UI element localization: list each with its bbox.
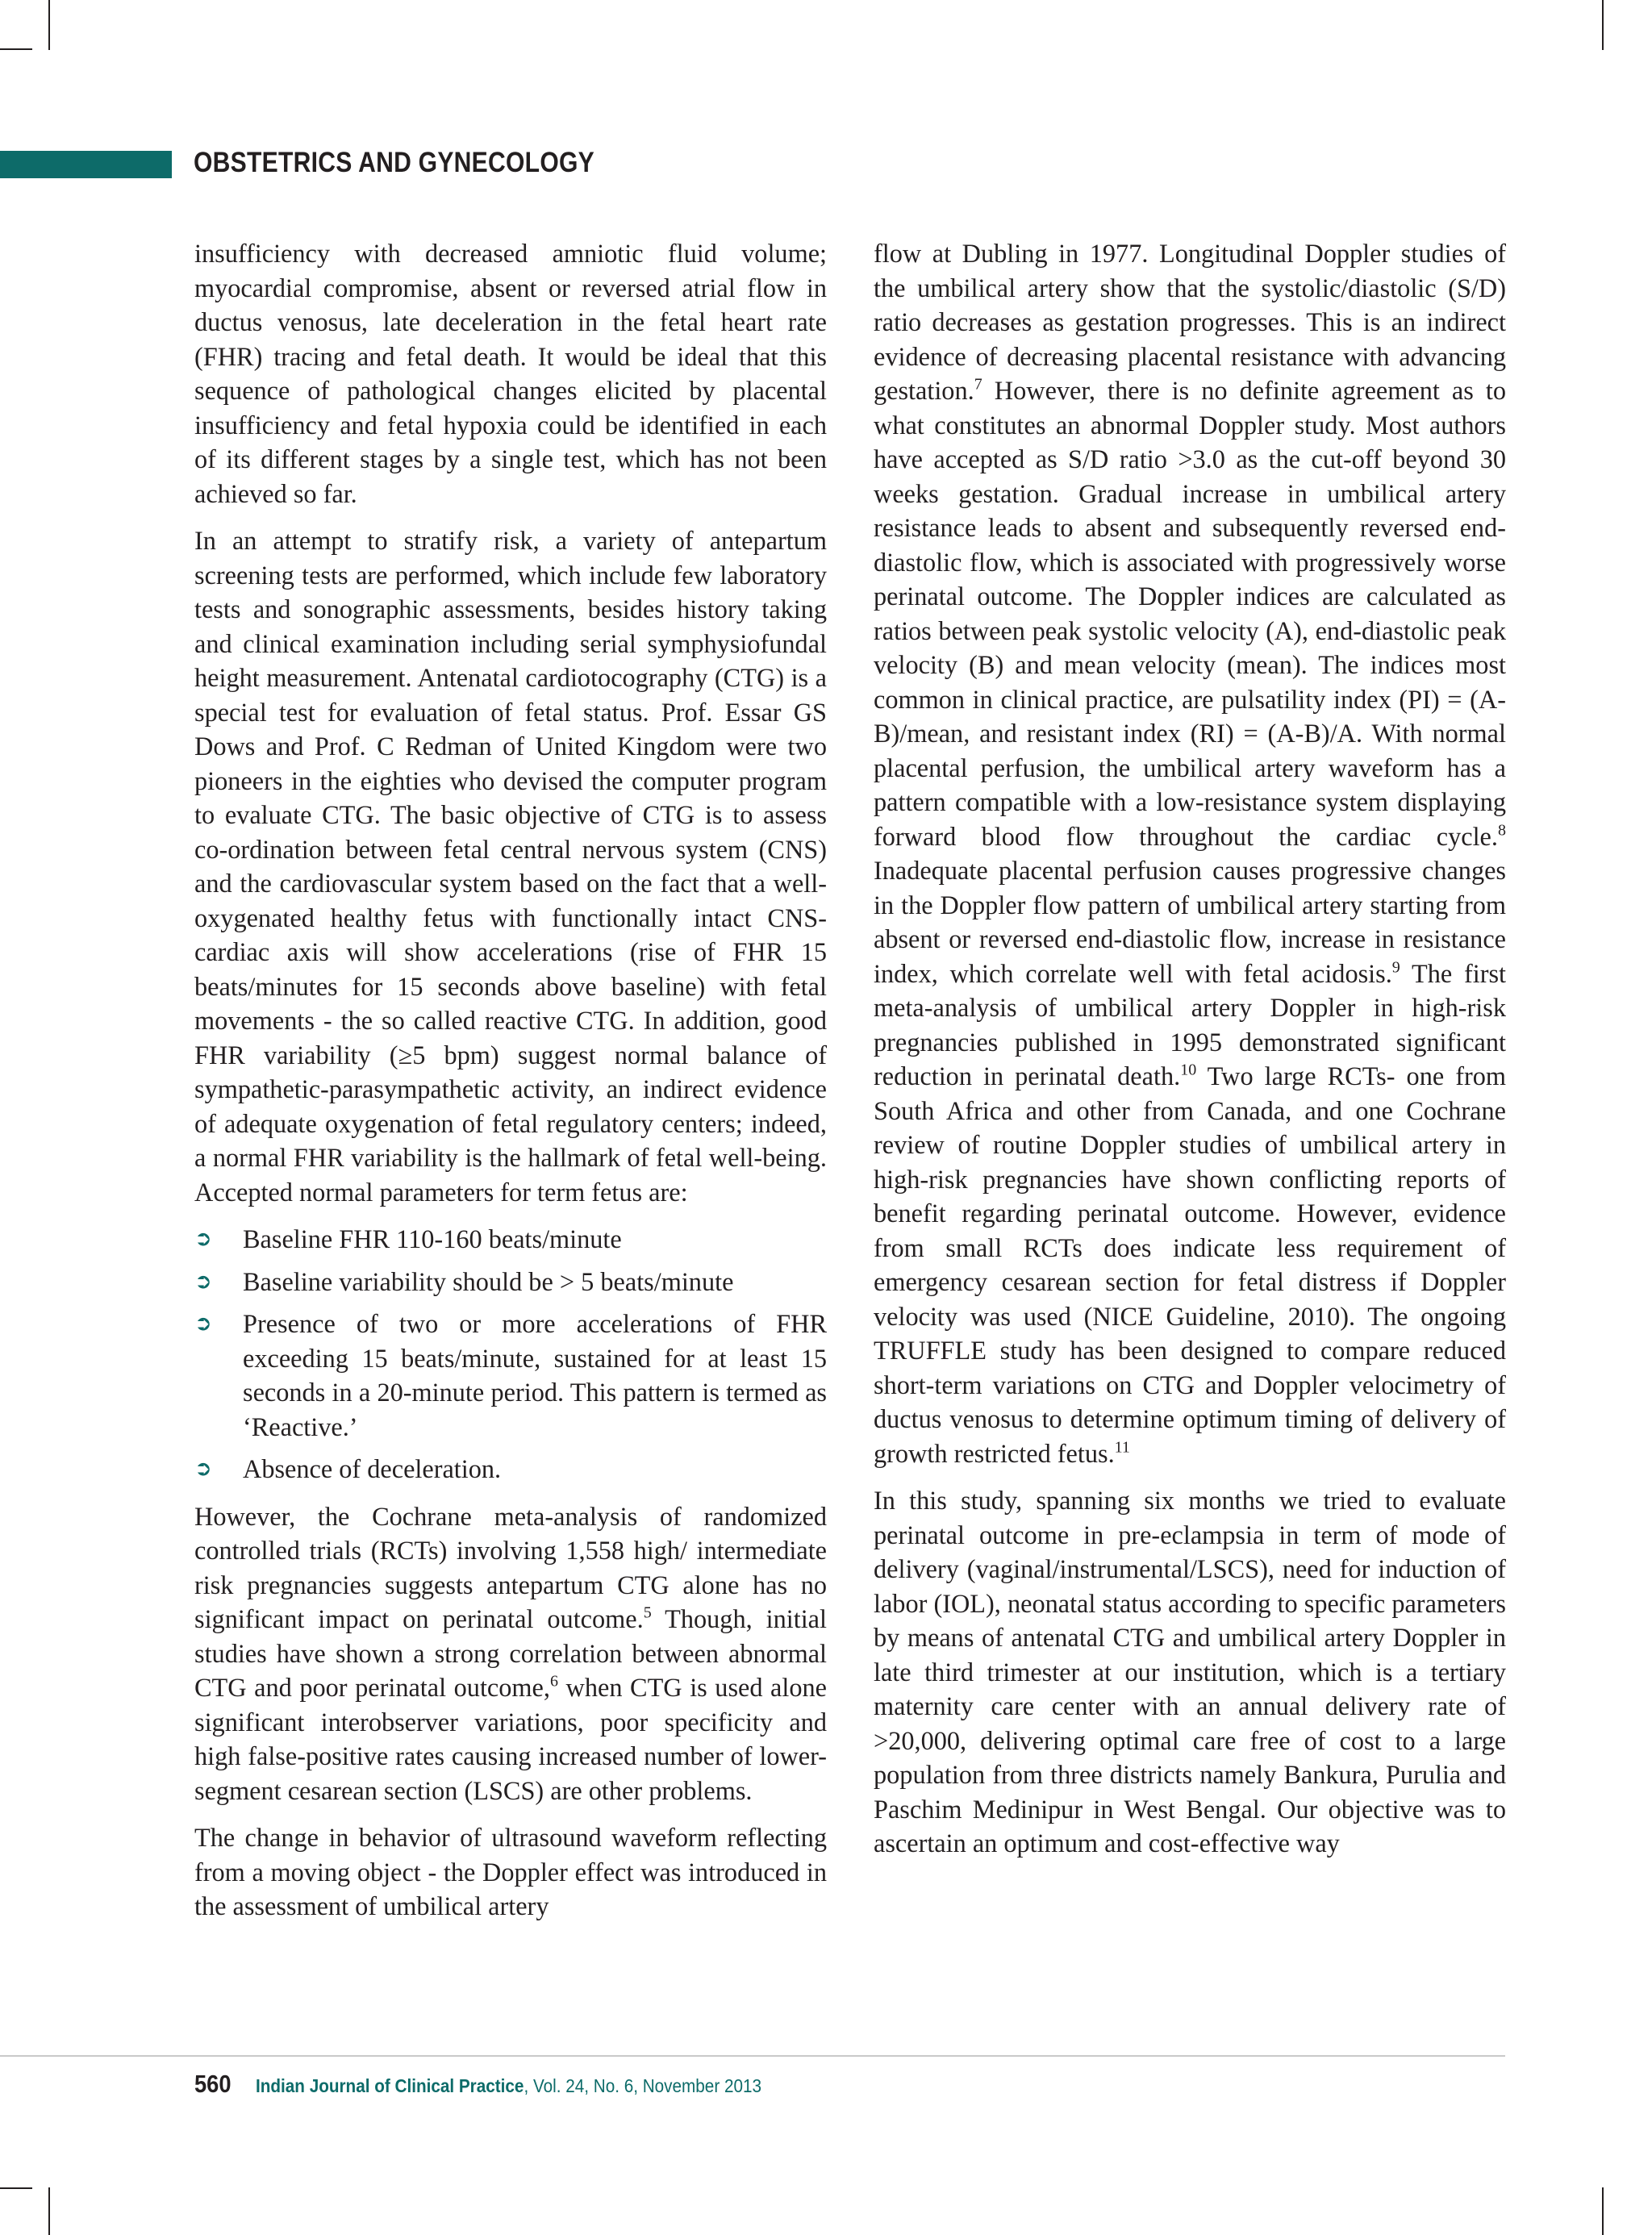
paragraph: [194, 1499, 827, 1808]
paragraph: insufficiency with decreased amniotic fluid volume; myocardial compromise, absent or reversed atrial flow in ductus venosus, late deceleration in the fetal heart rate (FHR) tracing and fetal death. It would be ideal that this sequence of pathological changes elicited by placental insufficiency and fetal hypoxia could be identified in each of its different stages by a single test, which has not been achieved so far.: [194, 239, 827, 508]
crop-mark-top-right-v: [1602, 0, 1604, 50]
section-title: OBSTETRICS AND GYNECOLOGY: [194, 147, 595, 178]
list-item-text: Absence of deceleration.: [243, 1454, 502, 1483]
arrow-bullet-icon: ➲: [194, 1311, 212, 1336]
page-footer: [194, 2070, 817, 2099]
left-column: [194, 236, 827, 1937]
paragraph-text: when CTG is used alone significant interobserver variations, poor specificity and high false-positive rates causing increased number of lower-segment cesarean section (LSCS) are other problems.: [194, 1673, 827, 1805]
section-accent-bar: [0, 151, 172, 178]
journal-name: Indian Journal of Clinical Practice: [255, 2075, 524, 2096]
crop-mark-top-left-v: [48, 0, 50, 50]
paragraph-text: Two large RCTs- one from South Africa and other from Canada, and one Cochrane review of routine Doppler studies of umbilical artery in high-risk pregnancies have shown conflicting reports of benefit regarding perinatal outcome. However, evidence from small RCTs does indicate less requirement of emergency cesarean section for fetal distress if Doppler velocity was used (NICE Guideline, 2010). The ongoing TRUFFLE study has been designed to compare reduced short-term variations on CTG and Doppler velocimetry of ductus venosus to determine optimum timing of delivery of growth restricted fetus.: [874, 1061, 1506, 1468]
paragraph: In an attempt to stratify risk, a variety of antepartum screening tests are performed, which include few laboratory tests and sonographic assessments, besides history taking and clinical examination including serial symphysiofundal height measurement. Antenatal cardiotocography (CTG) is a special test for evaluation of fetal status. Prof. Essar GS Dows and Prof. C Redman of United Kingdom were two pioneers in the eighties who devised the computer program to evaluate CTG. The basic objective of CTG is to assess co-ordination between fetal central nervous system (CNS) and the cardiovascular system based on the fact that a well-oxygenated healthy fetus with functionally intact CNS-cardiac axis will show accelerations (rise of FHR 15 beats/minutes for 15 seconds above baseline) with fetal movements - the so called reactive CTG. In addition, good FHR variability (≥5 bpm) suggest normal balance of sympathetic-parasympathetic activity, an indirect evidence of adequate oxygenation of fetal regulatory centers; indeed, a normal FHR variability is the hallmark of fetal well-being. Accepted normal parameters for term fetus are:: [194, 526, 827, 1207]
paragraph-text: However, the Cochrane meta-analysis of randomized controlled trials (RCTs) involving 1,558 high/ intermediate risk pregnancies suggests antepartum CTG alone has no significant impact on perinatal outcome.: [194, 1501, 827, 1633]
paragraph-text: The first meta-analysis of umbilical artery Doppler in high-risk pregnancies published in 1995 demonstrated significant reduction in perinatal death.: [874, 958, 1506, 1090]
paragraph-text: Inadequate placental perfusion causes progressive changes in the Doppler flow pattern of umbilical artery starting from absent or reversed end-diastolic flow, increase in resistance index, which correlate well with fetal acidosis.: [874, 856, 1506, 988]
criteria-list: [194, 1222, 827, 1487]
right-column: [874, 236, 1506, 1874]
arrow-bullet-icon: ➲: [194, 1457, 212, 1481]
reference-superscript: 8: [1497, 821, 1506, 840]
paragraph: The change in behavior of ultrasound waveform reflecting from a moving object - the Doppler effect was introduced in the assessment of umbilical artery: [194, 1823, 827, 1920]
list-item: [194, 1452, 827, 1487]
reference-superscript: 5: [643, 1603, 652, 1622]
list-item-text: Baseline variability should be > 5 beats/minute: [243, 1266, 734, 1296]
reference-superscript: 7: [974, 375, 982, 394]
paragraph-text: However, there is no definite agreement as to what constitutes an abnormal Doppler study. Most authors have accepted as S/D ratio >3.0 as the cut-off beyond 30 weeks gestation. Gradual increase in umbilical artery resistance leads to absent and subsequently reversed end-diastolic flow, which is associated with progressively worse perinatal outcome. The Doppler indices are calculated as ratios between peak systolic velocity (A), end-diastolic peak velocity (B) and mean velocity (mean). The indices most common in clinical practice, are pulsatility index (PI) = (A-B)/mean, and resistant index (RI) = (A-B)/A. With normal placental perfusion, the umbilical artery waveform has a pattern compatible with a low-resistance system displaying forward blood flow throughout the cardiac cycle.: [874, 376, 1506, 851]
crop-mark-top-left-h: [0, 48, 32, 50]
list-item-text: Presence of two or more accelerations of FHR exceeding 15 beats/minute, sustained for at least 15 seconds in a 20-minute period. This pattern is termed as ‘Reactive.’: [243, 1309, 827, 1441]
journal-citation: [256, 2075, 761, 2097]
list-item: [194, 1222, 827, 1257]
reference-superscript: 9: [1391, 958, 1400, 977]
footer-divider: [0, 2055, 1505, 2057]
page-number: 560: [194, 2070, 232, 2098]
paragraph: [874, 236, 1506, 1470]
list-item: [194, 1307, 827, 1444]
reference-superscript: 6: [549, 1672, 558, 1691]
arrow-bullet-icon: ➲: [194, 1227, 212, 1251]
reference-superscript: 11: [1114, 1438, 1130, 1457]
paragraph: In this study, spanning six months we tried to evaluate perinatal outcome in pre-eclampsia in term of mode of delivery (vaginal/instrumental/LSCS), need for induction of labor (IOL), neonatal status according to specific parameters by means of antenatal CTG and umbilical artery Doppler in late third trimester at our institution, which is a tertiary maternity care center with an annual delivery rate of >20,000, delivering optimal care free of cost to a large population from three districts namely Bankura, Purulia and Paschim Medinipur in West Bengal. Our objective was to ascertain an optimum and cost-effective way: [874, 1486, 1506, 1858]
reference-superscript: 10: [1180, 1061, 1197, 1079]
list-item-text: Baseline FHR 110-160 beats/minute: [243, 1224, 622, 1253]
list-item: [194, 1265, 827, 1299]
paragraph-text: Though, initial studies have shown a strong correlation between abnormal CTG and poor perinatal outcome,: [194, 1604, 827, 1702]
paragraph-text: flow at Dubling in 1977. Longitudinal Doppler studies of the umbilical artery show that the systolic/diastolic (S/D) ratio decreases as gestation progresses. This is an indirect evidence of decreasing placental resistance with advancing gestation.: [874, 239, 1506, 405]
arrow-bullet-icon: ➲: [194, 1269, 212, 1294]
journal-issue: , Vol. 24, No. 6, November 2013: [524, 2075, 761, 2096]
crop-mark-bottom-left-h: [0, 2187, 32, 2189]
crop-mark-bottom-right-v: [1602, 2187, 1604, 2235]
crop-mark-bottom-left-v: [48, 2187, 50, 2235]
